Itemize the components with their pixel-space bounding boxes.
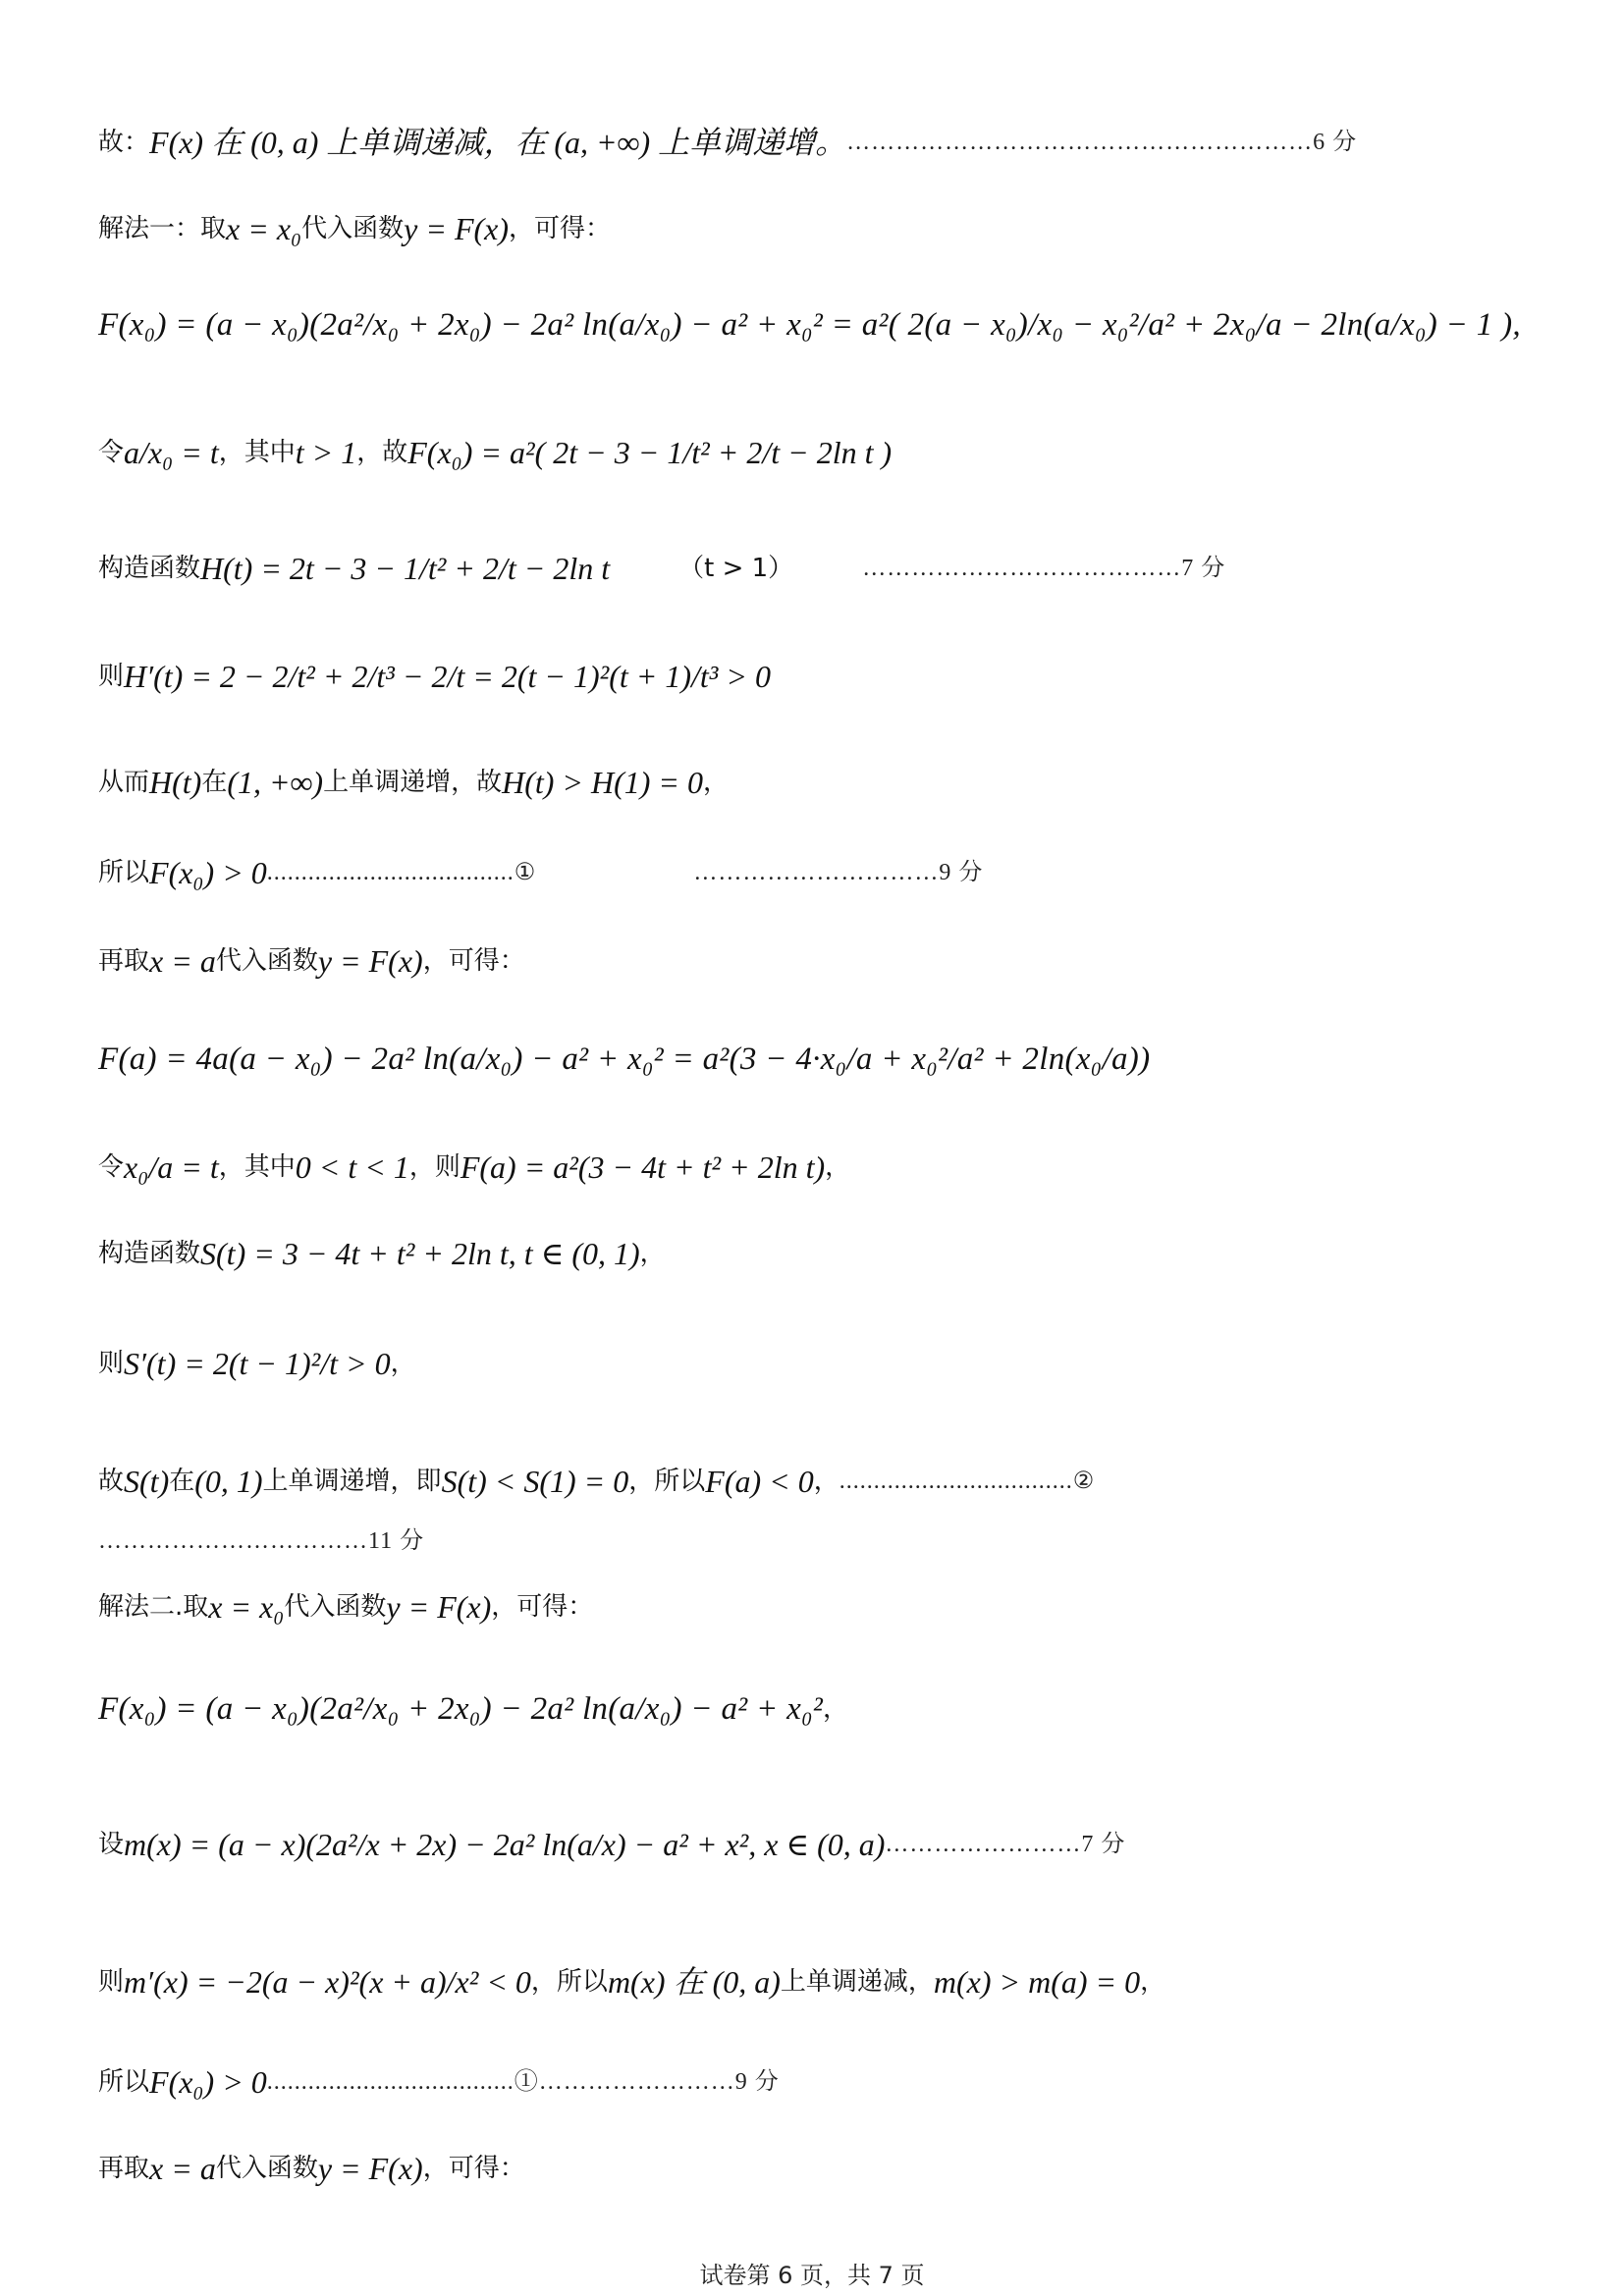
math-expr: x = x₀ (208, 1589, 285, 1625)
text: 上单调递增，即 (262, 1466, 442, 1496)
math-expr: y = F(x) (404, 211, 510, 246)
text: 则 (98, 661, 125, 691)
score-dots: ..................................② (839, 1468, 1096, 1494)
text: ，可得： (491, 1591, 594, 1622)
text: 构造函数 (98, 553, 201, 583)
line-define-m (98, 1826, 1565, 1863)
text: 解法二.取 (98, 1591, 209, 1622)
text: 上单调递减， (780, 1966, 934, 1997)
math-equation: F(x₀) = (a − x₀)(2a²/x₀ + 2x₀) − 2a² ln(a/x₀) − a² + x₀² (98, 1691, 824, 1727)
text: 解法一：取 (98, 213, 227, 243)
math-expr: x = a (149, 2151, 216, 2186)
text: ， (813, 1466, 839, 1496)
score-dots: …………………………………7 分 (862, 555, 1226, 581)
math-equation: F(a) = 4a(a − x₀) − 2a² ln(a/x₀) − a² + x₀² = a²(3 − 4·x₀/a + x₀²/a² + 2ln(x₀/a)) (98, 1041, 1151, 1077)
text: 则 (98, 1966, 125, 1997)
math-expr: F(x₀) > 0 (149, 855, 267, 890)
math-expr: x = x₀ (226, 211, 302, 246)
math-expr: F(x₀) > 0 (149, 2064, 267, 2100)
math-expr: (1, +∞) (227, 765, 324, 800)
text: ，其中 (218, 437, 296, 467)
line-S-increasing (98, 1463, 1565, 1500)
line-score-11 (98, 1527, 1565, 1556)
text: 令 (98, 437, 125, 467)
text: 故 (98, 1466, 125, 1496)
text: 从而 (98, 767, 150, 797)
text: ，可得： (422, 945, 525, 976)
math-expr: F(x) 在 (0, a) 上单调递减，在 (a, +∞) 上单调递增。 (149, 125, 847, 160)
text: 故： (98, 127, 150, 157)
text: ，所以 (628, 1466, 706, 1496)
text: ，则 (408, 1151, 460, 1182)
text: 令 (98, 1151, 125, 1182)
math-expr: y = F(x) (317, 943, 423, 979)
line-F-x0-positive (98, 854, 1565, 891)
math-equation: F(x₀) = (a − x₀)(2a²/x₀ + 2x₀) − 2a² ln(a/x₀) − a² + x₀² = a²( 2(a − x₀)/x₀ − x₀²/a² + 2x₀/a − 2ln(a/x₀) − 1 ), (98, 307, 1521, 343)
text: 所以 (98, 857, 150, 887)
math-expr: m(x) = (a − x)(2a²/x + 2x) − 2a² ln(a/x) − a² + x², x ∈ (0, a) (124, 1827, 886, 1862)
math-expr: m′(x) = −2(a − x)²(x + a)/x² < 0 (124, 1964, 531, 2000)
line-take-x-equals-a-2 (98, 2150, 1565, 2187)
line-substitution-t (98, 434, 1565, 471)
text: 在 (201, 767, 228, 797)
math-expr: H′(t) = 2 − 2/t² + 2/t³ − 2/t = 2(t − 1)²(t + 1)/t³ > 0 (124, 659, 771, 694)
math-expr: F(a) = a²(3 − 4t + t² + 2ln t) (460, 1149, 826, 1185)
math-expr: H(t) (149, 765, 202, 800)
text: 设 (98, 1829, 125, 1859)
line-F-x0-positive-2 (98, 2063, 1565, 2101)
math-expr: H(t) = 2t − 3 − 1/t² + 2/t − 2ln t (200, 551, 611, 586)
page-footer: 试卷第 6 页，共 7 页 (699, 2262, 925, 2289)
text: ，所以 (530, 1966, 608, 1997)
math-expr: S(t) < S(1) = 0 (441, 1464, 629, 1499)
math-expr: S(t) = 3 − 4t + t² + 2ln t, t ∈ (0, 1) (200, 1236, 640, 1271)
text: ，故 (356, 437, 408, 467)
text: 所以 (98, 2066, 150, 2097)
math-expr: S′(t) = 2(t − 1)²/t > 0 (124, 1346, 391, 1381)
text: ， (703, 767, 730, 797)
math-expr: x = a (149, 943, 216, 979)
math-expr: H(t) > H(1) = 0 (502, 765, 703, 800)
score-dots: …………………………………………………6 分 (846, 129, 1358, 155)
line-method-one-intro (98, 210, 1565, 247)
math-expr: F(x₀) = a²( 2t − 3 − 1/t² + 2/t − 2ln t ) (407, 435, 893, 470)
text: 再取 (98, 2153, 150, 2183)
math-expr: t > 1 (295, 435, 357, 470)
math-expr: a/x₀ = t (124, 435, 219, 470)
text: 代入函数 (215, 2153, 318, 2183)
text: ， (825, 1151, 851, 1182)
line-F-x0-expansion-2 (98, 1690, 1565, 1730)
line-construct-S (98, 1235, 1565, 1272)
line-S-derivative (98, 1345, 1565, 1382)
score-dots: ……………………7 分 (885, 1831, 1126, 1857)
text: ，可得： (422, 2153, 525, 2183)
text: ， (390, 1348, 416, 1378)
math-expr: S(t) (124, 1464, 170, 1499)
text: 构造函数 (98, 1238, 201, 1268)
line-H-increasing (98, 764, 1565, 801)
math-expr: (0, 1) (194, 1464, 263, 1499)
line-conclusion-monotonic (98, 124, 1565, 161)
text: 再取 (98, 945, 150, 976)
text: ， (823, 1694, 849, 1725)
math-expr: m(x) > m(a) = 0 (933, 1964, 1141, 2000)
line-substitution-t2 (98, 1148, 1565, 1186)
line-F-x0-expansion (98, 306, 1565, 346)
score-dots: ……………………………11 分 (98, 1528, 425, 1554)
text: ，其中 (218, 1151, 296, 1182)
line-m-derivative (98, 1963, 1565, 2001)
math-expr: 0 < t < 1 (295, 1149, 409, 1185)
line-method-two-intro (98, 1588, 1565, 1626)
text: 上单调递增，故 (323, 767, 503, 797)
score-dots: ....................................① (266, 859, 537, 885)
score-dots: ....................................①……………………9 分 (266, 2068, 780, 2095)
text: 在 (169, 1466, 195, 1496)
line-H-derivative (98, 658, 1565, 695)
score-dots: …………………………9 分 (693, 859, 984, 885)
text: （t > 1） (678, 553, 794, 583)
math-expr: x₀/a = t (124, 1149, 219, 1185)
line-construct-H (98, 550, 1565, 587)
text: 代入函数 (301, 213, 405, 243)
text: ，可得： (509, 213, 612, 243)
text: ， (1140, 1966, 1166, 1997)
line-take-x-equals-a (98, 942, 1565, 980)
math-expr: y = F(x) (317, 2151, 423, 2186)
text: 代入函数 (215, 945, 318, 976)
text: 代入函数 (284, 1591, 387, 1622)
math-expr: F(a) < 0 (705, 1464, 814, 1499)
math-expr: y = F(x) (386, 1589, 492, 1625)
text: ， (639, 1238, 666, 1268)
line-F-a-expansion (98, 1041, 1565, 1080)
text: 则 (98, 1348, 125, 1378)
math-expr: m(x) 在 (0, a) (607, 1964, 781, 2000)
